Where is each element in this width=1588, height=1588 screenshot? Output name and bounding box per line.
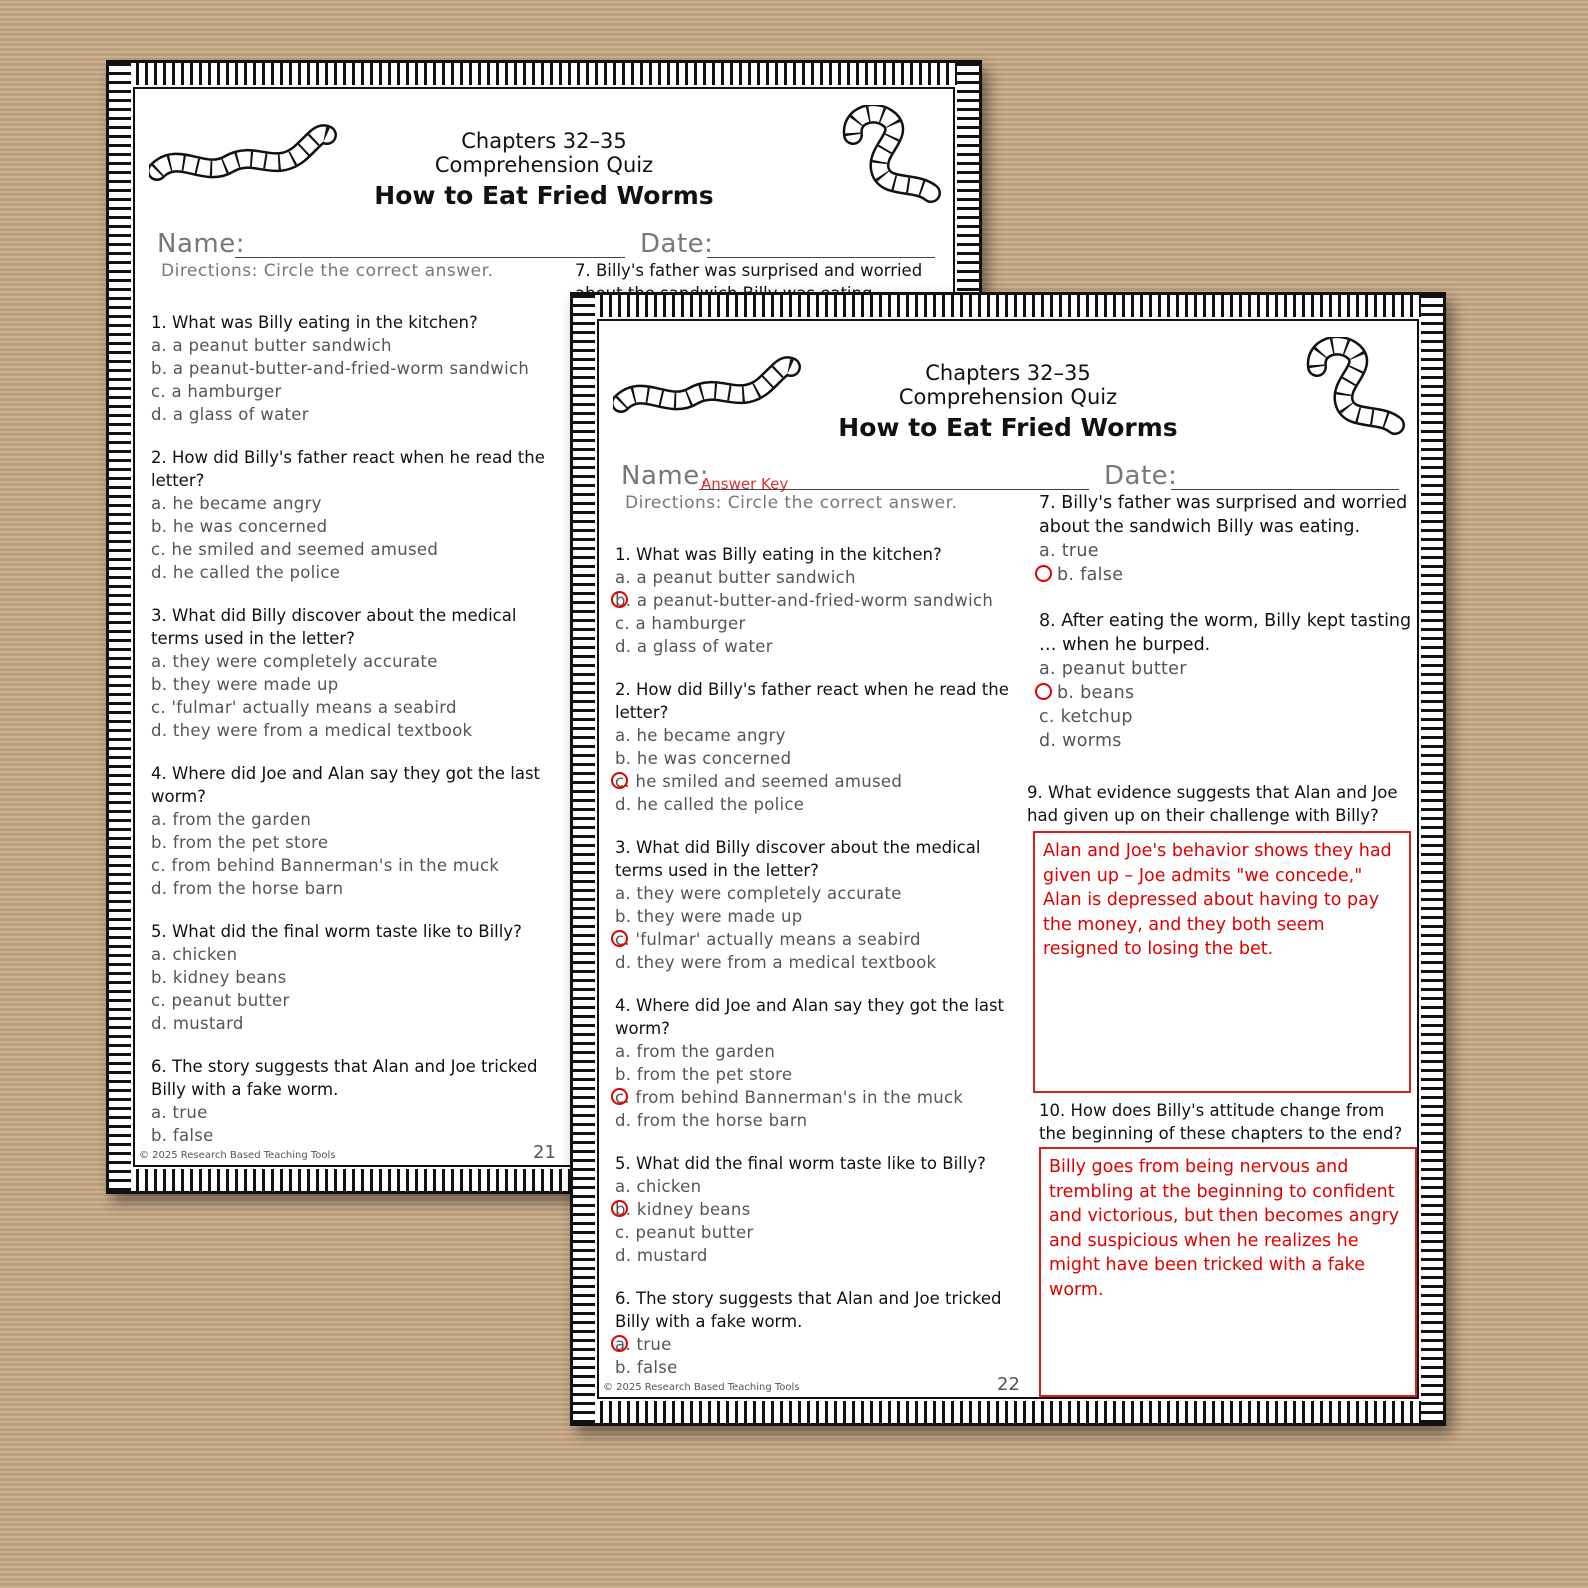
answer-key-name: Answer Key [701, 475, 789, 493]
question-3 [151, 604, 551, 742]
name-line [235, 257, 625, 258]
question-stem: 2. How did Billy's father react when he read the letter? [151, 448, 545, 490]
back-question-7-partial: 7. Billy's father was surprised and worried [575, 261, 923, 280]
answer-option[interactable]: d. he called the police [151, 563, 341, 582]
copyright: © 2025 Research Based Teaching Tools [603, 1382, 800, 1393]
answer-option[interactable]: b. kidney beans [615, 1198, 1015, 1221]
answer-option[interactable]: d. they were from a medical textbook [615, 953, 937, 972]
answer-option[interactable]: d. a glass of water [151, 405, 309, 424]
chapters-heading: Chapters 32–35 [461, 129, 627, 153]
date-label: Date: [640, 229, 714, 259]
question-6 [615, 1287, 1015, 1379]
question-stem: 5. What did the final worm taste like to Billy? [151, 922, 522, 941]
question-5 [151, 920, 551, 1035]
question-5 [615, 1152, 1015, 1267]
answer-option[interactable]: a. chicken [151, 945, 238, 964]
answer-option[interactable]: b. they were made up [151, 675, 339, 694]
answer-option[interactable]: d. a glass of water [615, 637, 773, 656]
answer-option[interactable]: a. a peanut butter sandwich [151, 336, 392, 355]
answer-option[interactable]: a. they were completely accurate [615, 884, 902, 903]
answer-option[interactable]: a. from the garden [151, 810, 312, 829]
answer-option[interactable]: b. he was concerned [151, 517, 328, 536]
answer-circle-mark [1035, 565, 1052, 582]
answer-option[interactable]: d. from the horse barn [151, 879, 344, 898]
answer-circle-mark [611, 1088, 628, 1105]
question-stem: 3. What did Billy discover about the medical terms used in the letter? [151, 606, 517, 648]
date-line [707, 257, 935, 258]
answer-circle-mark [611, 930, 628, 947]
answer-option[interactable]: a. from the garden [615, 1042, 776, 1061]
answer-option[interactable]: d. mustard [151, 1014, 244, 1033]
name-label: Name: [157, 229, 245, 259]
answer-option[interactable]: c. he smiled and seemed amused [615, 770, 1015, 793]
answer-option[interactable]: c. peanut butter [151, 991, 290, 1010]
question-9-answer-box: Alan and Joe's behavior shows they had given up – Joe admits "we concede," Alan is depressed about having to pay the money, and they both seem resigned to losing the bet. [1033, 831, 1411, 1093]
answer-option[interactable]: c. a hamburger [151, 382, 282, 401]
answer-option[interactable]: c. 'fulmar' actually means a seabird [151, 698, 457, 717]
front-worksheet-answer-key [570, 292, 1446, 1426]
answer-option[interactable]: c. from behind Bannerman's in the muck [615, 1086, 1015, 1109]
answer-option[interactable]: b. false [151, 1126, 214, 1145]
answer-option[interactable]: d. mustard [615, 1246, 708, 1265]
date-line [1171, 489, 1399, 490]
answer-option[interactable]: b. he was concerned [615, 749, 792, 768]
answer-option[interactable]: b. a peanut-butter-and-fried-worm sandwich [151, 359, 530, 378]
answer-option[interactable]: c. peanut butter [615, 1223, 754, 1242]
name-label: Name: [621, 461, 709, 491]
answer-option[interactable]: b. they were made up [615, 907, 803, 926]
directions-text: Directions: Circle the correct answer. [161, 261, 494, 281]
answer-option[interactable]: b. from the pet store [615, 1065, 793, 1084]
page-number: 21 [533, 1142, 556, 1163]
chapters-heading: Chapters 32–35 [925, 361, 1091, 385]
answer-option[interactable]: b. from the pet store [151, 833, 329, 852]
question-stem: 4. Where did Joe and Alan say they got the last worm? [151, 764, 541, 806]
question-stem: 5. What did the final worm taste like to Billy? [615, 1154, 986, 1173]
question-6 [151, 1055, 551, 1147]
answer-option[interactable]: c. a hamburger [615, 614, 746, 633]
page-number: 22 [997, 1374, 1020, 1395]
answer-option[interactable]: a. peanut butter [1039, 659, 1187, 679]
answer-option[interactable]: a. true [615, 1333, 1015, 1356]
question-stem: 1. What was Billy eating in the kitchen? [615, 545, 942, 564]
front-worksheet-content [597, 319, 1419, 1399]
answer-option[interactable]: a. chicken [615, 1177, 702, 1196]
date-label: Date: [1104, 461, 1178, 491]
question-stem: 1. What was Billy eating in the kitchen? [151, 313, 478, 332]
question-9: 9. What evidence suggests that Alan and Joe had given up on their challenge with Billy? [1027, 783, 1398, 825]
answer-option[interactable]: c. he smiled and seemed amused [151, 540, 439, 559]
answer-option[interactable]: a. he became angry [151, 494, 322, 513]
question-stem: 8. After eating the worm, Billy kept tasting … when he burped. [1039, 611, 1412, 655]
answer-option[interactable]: a. true [151, 1103, 208, 1122]
quiz-subtitle: Comprehension Quiz [898, 385, 1118, 409]
question-10: 10. How does Billy's attitude change from the beginning of these chapters to the end? [1039, 1101, 1403, 1143]
answer-option[interactable]: a. he became angry [615, 726, 786, 745]
answer-circle-mark [611, 1335, 628, 1352]
answer-option[interactable]: c. from behind Bannerman's in the muck [151, 856, 500, 875]
question-3 [615, 836, 1015, 974]
name-line [699, 489, 1089, 490]
question-2 [615, 678, 1015, 816]
answer-option[interactable]: d. he called the police [615, 795, 805, 814]
answer-circle-mark [611, 591, 628, 608]
answer-option[interactable]: b. false [1039, 563, 1414, 587]
question-2 [151, 446, 551, 584]
answer-option[interactable]: d. from the horse barn [615, 1111, 808, 1130]
answer-option[interactable]: a. they were completely accurate [151, 652, 438, 671]
question-7 [1039, 491, 1414, 587]
question-stem: 3. What did Billy discover about the medical terms used in the letter? [615, 838, 981, 880]
copyright: © 2025 Research Based Teaching Tools [139, 1150, 336, 1161]
answer-option[interactable]: b. false [615, 1358, 678, 1377]
answer-option[interactable]: b. a peanut-butter-and-fried-worm sandwich [615, 589, 1015, 612]
worksheet-title: How to Eat Fried Worms [374, 181, 714, 210]
question-stem: 6. The story suggests that Alan and Joe tricked Billy with a fake worm. [151, 1057, 538, 1099]
question-4 [151, 762, 551, 900]
answer-option[interactable]: d. worms [1039, 731, 1122, 751]
worksheet-title: How to Eat Fried Worms [838, 413, 1178, 442]
directions-text: Directions: Circle the correct answer. [625, 493, 958, 513]
question-stem: 6. The story suggests that Alan and Joe tricked Billy with a fake worm. [615, 1289, 1002, 1331]
question-stem: 4. Where did Joe and Alan say they got the last worm? [615, 996, 1005, 1038]
question-4 [615, 994, 1015, 1132]
answer-circle-mark [611, 1200, 628, 1217]
quiz-subtitle: Comprehension Quiz [434, 153, 654, 177]
question-stem: 2. How did Billy's father react when he read the letter? [615, 680, 1009, 722]
question-10-answer-box: Billy goes from being nervous and trembling at the beginning to confident and victorious, but then becomes angry and suspicious when he realizes he might have been tricked with a fake worm. [1039, 1147, 1417, 1397]
answer-option[interactable]: c. ketchup [1039, 707, 1133, 727]
answer-option[interactable]: a. a peanut butter sandwich [615, 568, 856, 587]
answer-option[interactable]: d. they were from a medical textbook [151, 721, 473, 740]
answer-option[interactable]: c. 'fulmar' actually means a seabird [615, 928, 1015, 951]
question-1 [615, 543, 1015, 658]
answer-option[interactable]: b. beans [1039, 681, 1414, 705]
answer-option[interactable]: b. kidney beans [151, 968, 287, 987]
answer-circle-mark [611, 772, 628, 789]
question-1 [151, 311, 551, 426]
question-stem: 7. Billy's father was surprised and worried about the sandwich Billy was eating. [1039, 493, 1408, 537]
answer-option[interactable]: a. true [1039, 541, 1099, 561]
question-8 [1039, 609, 1414, 753]
answer-circle-mark [1035, 683, 1052, 700]
